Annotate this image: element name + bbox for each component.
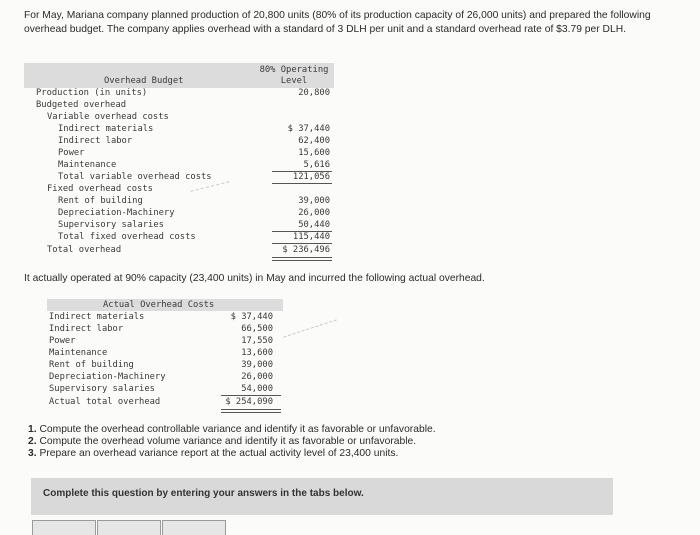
problem-intro: For May, Mariana company planned production of 20,800 units (80% of its production capacity of 26,000 units) and prepared the following overhead budget. The company applies overhead with a standard of 3 DLH per unit and a standard overhead rate of $3.79 per DLH. bbox=[24, 10, 651, 35]
actual-row bbox=[47, 335, 283, 347]
column-header-line-2: Level bbox=[280, 76, 308, 86]
question-number: 3. bbox=[28, 448, 37, 459]
budget-row-value: 15,600 bbox=[298, 148, 330, 158]
budget-row bbox=[24, 171, 334, 183]
budget-row-label: Depreciation-Machinery bbox=[58, 208, 175, 218]
budget-row-value: 20,800 bbox=[298, 88, 330, 98]
question-item bbox=[28, 436, 436, 448]
budget-row-value: 26,000 bbox=[298, 208, 330, 218]
budget-row bbox=[24, 147, 334, 159]
actual-row-label: Power bbox=[49, 336, 76, 346]
actual-row-label: Supervisory salaries bbox=[49, 384, 155, 394]
budget-column-header bbox=[256, 65, 332, 87]
question-item bbox=[28, 448, 436, 460]
actual-row-value: 54,000 bbox=[241, 384, 273, 394]
budget-row bbox=[24, 195, 334, 207]
actual-row bbox=[47, 323, 283, 335]
actual-row-label: Indirect labor bbox=[49, 324, 124, 334]
actual-row-value: 13,600 bbox=[241, 348, 273, 358]
budget-row-label: Indirect labor bbox=[58, 136, 133, 146]
budget-row-label: Fixed overhead costs bbox=[47, 184, 153, 194]
budget-row-value: 39,000 bbox=[298, 196, 330, 206]
actual-row-value: 39,000 bbox=[241, 360, 273, 370]
budget-row-label: Total overhead bbox=[47, 245, 122, 255]
actual-row-label: Indirect materials bbox=[49, 312, 145, 322]
budget-row bbox=[24, 183, 334, 195]
actual-title: Actual Overhead Costs bbox=[103, 300, 215, 310]
budget-row-value: 5,616 bbox=[303, 160, 330, 170]
actual-row-label: Rent of building bbox=[49, 360, 134, 370]
budget-row-label: Power bbox=[58, 148, 85, 158]
budget-row bbox=[24, 123, 334, 135]
budget-row-label: Maintenance bbox=[58, 160, 117, 170]
answer-tab[interactable] bbox=[97, 520, 161, 535]
budget-row-label: Rent of building bbox=[58, 196, 143, 206]
actual-operation-text: It actually operated at 90% capacity (23,400 units) in May and incurred the following actual overhead. bbox=[24, 273, 485, 284]
budget-row bbox=[24, 159, 334, 171]
budget-row-label: Budgeted overhead bbox=[36, 100, 127, 110]
budget-row-value: 115,440 bbox=[292, 232, 330, 242]
question-text: Prepare an overhead variance report at the actual activity level of 23,400 units. bbox=[39, 448, 399, 459]
question-number: 1. bbox=[28, 424, 37, 435]
question-list bbox=[28, 424, 436, 460]
actual-row bbox=[47, 311, 283, 323]
budget-row-label: Total fixed overhead costs bbox=[58, 232, 196, 242]
actual-row-value: 26,000 bbox=[241, 372, 273, 382]
grand-total-double-rule bbox=[272, 257, 332, 261]
budget-row bbox=[24, 87, 334, 99]
budget-row bbox=[24, 111, 334, 123]
budget-row bbox=[24, 244, 334, 256]
budget-row-label: Production (in units) bbox=[36, 88, 148, 98]
instruction-text: Complete this question by entering your answers in the tabs below. bbox=[43, 488, 364, 499]
budget-row bbox=[24, 219, 334, 231]
budget-title: Overhead Budget bbox=[104, 76, 184, 86]
actual-title-row bbox=[47, 299, 283, 311]
budget-row-value: 121,056 bbox=[292, 172, 330, 182]
actual-row-value: 66,500 bbox=[241, 324, 273, 334]
budget-row-label: Total variable overhead costs bbox=[58, 172, 212, 182]
budget-row-value: $ 37,440 bbox=[287, 124, 330, 134]
question-text: Compute the overhead controllable variance and identify it as favorable or unfavorable. bbox=[39, 424, 436, 435]
budget-row-value: 62,400 bbox=[298, 136, 330, 146]
budget-row-label: Indirect materials bbox=[58, 124, 154, 134]
budget-row bbox=[24, 231, 334, 243]
answer-tab[interactable] bbox=[162, 520, 226, 535]
pen-mark bbox=[283, 319, 337, 337]
budget-row bbox=[24, 99, 334, 111]
actual-row bbox=[47, 347, 283, 359]
question-number: 2. bbox=[28, 436, 37, 447]
instruction-banner bbox=[31, 478, 613, 515]
actual-total-double-rule bbox=[221, 409, 281, 413]
budget-row-value: $ 236,496 bbox=[282, 245, 330, 255]
actual-row-value: $ 254,090 bbox=[225, 397, 273, 407]
actual-row-label: Actual total overhead bbox=[49, 397, 161, 407]
actual-row-label: Maintenance bbox=[49, 348, 108, 358]
budget-row bbox=[24, 207, 334, 219]
column-header-line-1: 80% Operating bbox=[259, 65, 329, 75]
actual-row-label: Depreciation-Machinery bbox=[49, 372, 166, 382]
answer-tab[interactable] bbox=[32, 520, 96, 535]
question-text: Compute the overhead volume variance and identify it as favorable or unfavorable. bbox=[39, 436, 417, 447]
budget-row-label: Variable overhead costs bbox=[47, 112, 169, 122]
actual-row bbox=[47, 383, 283, 395]
question-item bbox=[28, 424, 436, 436]
actual-row bbox=[47, 396, 283, 408]
actual-row-value: 17,550 bbox=[241, 336, 273, 346]
budget-row-value: 50,440 bbox=[298, 220, 330, 230]
budget-row bbox=[24, 135, 334, 147]
actual-row bbox=[47, 371, 283, 383]
actual-row-value: $ 37,440 bbox=[230, 312, 273, 322]
budget-row-label: Supervisory salaries bbox=[58, 220, 164, 230]
actual-row bbox=[47, 359, 283, 371]
